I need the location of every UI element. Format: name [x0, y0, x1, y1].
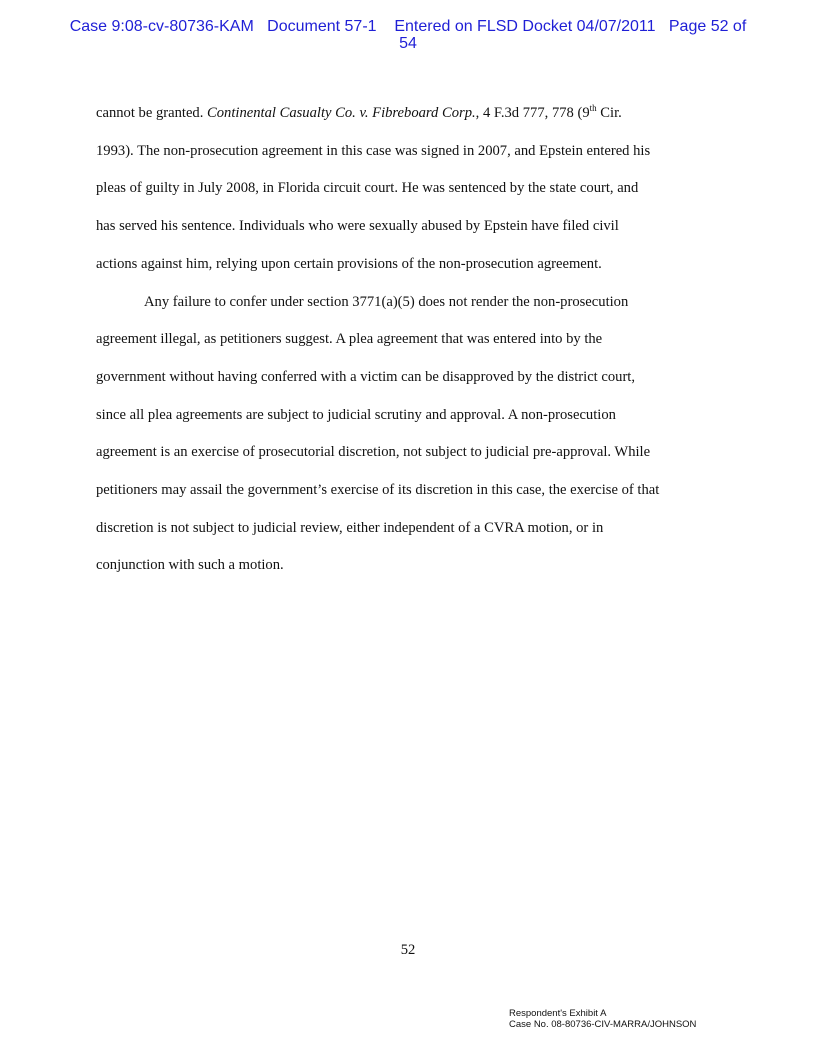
exhibit-stamp	[509, 1008, 696, 1030]
paragraph-2	[96, 284, 726, 586]
paragraph-1	[96, 95, 726, 284]
document-body	[96, 95, 726, 585]
case-citation: Continental Casualty Co. v. Fibreboard Corp.	[207, 105, 476, 121]
text-line: actions against him, relying upon certain provisions of the non-prosecution agreement.	[96, 255, 602, 272]
header-page-label: Page 52 of	[668, 18, 747, 35]
text-line: since all plea agreements are subject to judicial scrutiny and approval. A non-prosecution	[96, 406, 616, 423]
header-case-number: Case 9:08-cv-80736-KAM	[69, 18, 254, 35]
text-line: discretion is not subject to judicial review, either independent of a CVRA motion, or in	[96, 519, 604, 536]
exhibit-case-number: Case No. 08-80736-CIV-MARRA/JOHNSON	[509, 1019, 697, 1030]
header-document: Document 57-1	[267, 18, 377, 35]
text-line: has served his sentence. Individuals who were sexually abused by Epstein have filed civil	[96, 218, 619, 235]
text-line: petitioners may assail the government’s exercise of its discretion in this case, the exercise of that	[96, 482, 660, 499]
text-line: Cir.	[596, 105, 622, 121]
text-line: government without having conferred with a victim can be disapproved by the district court,	[96, 368, 636, 385]
text-line: pleas of guilty in July 2008, in Florida circuit court. He was sentenced by the state court, and	[96, 180, 639, 197]
header-page-total: 54	[399, 35, 417, 52]
header-entered: Entered on FLSD Docket 04/07/2011	[394, 18, 656, 35]
text-line: 1993). The non-prosecution agreement in this case was signed in 2007, and Epstein entered his	[96, 142, 651, 159]
exhibit-label: Respondent's Exhibit A	[509, 1008, 607, 1019]
text-line: agreement illegal, as petitioners suggest. A plea agreement that was entered into by the	[96, 331, 603, 348]
text-line: , 4 F.3d 777, 778 (9	[475, 105, 590, 121]
page-number: 52	[400, 942, 416, 958]
text-line: agreement is an exercise of prosecutorial discretion, not subject to judicial pre-approval. While	[96, 444, 651, 461]
text-line: Any failure to confer under section 3771(a)(5) does not render the non-prosecution	[144, 293, 629, 310]
text-line: cannot be granted.	[96, 105, 208, 121]
docket-header	[40, 18, 776, 52]
ordinal-superscript: th	[589, 103, 597, 114]
text-line: conjunction with such a motion.	[96, 557, 284, 574]
